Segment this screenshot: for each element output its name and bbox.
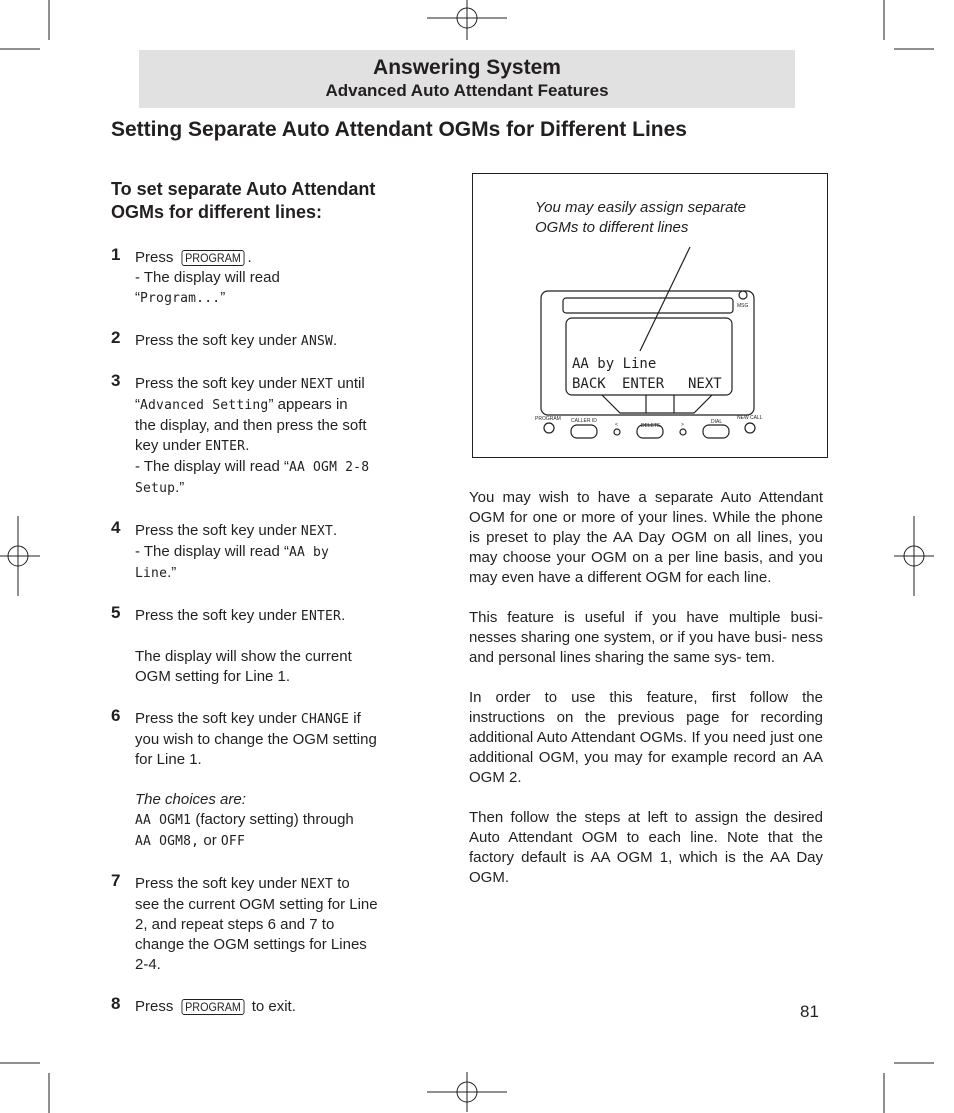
step-7 <box>111 871 411 975</box>
lcd-text: AA OGM 2-8 <box>288 460 370 475</box>
step-text: Press the soft key under <box>135 375 297 392</box>
lcd-text: ENTER <box>205 439 246 454</box>
lcd-text: NEXT <box>300 377 334 392</box>
dial-button <box>703 425 729 438</box>
paragraph: You may wish to have a separate Auto Attendant OGM for one or more of your lines. While the phone is preset to play the AA Day OGM on all lines, you may choose your OGM on a per line basis, and you may even have a different OGM for each line. <box>469 489 823 586</box>
paragraph: In order to use this feature, first follow the instructions on the previous page for recording additional Auto Attendant OGMs. If you need just one additional OGM, you may for example record an AA OGM 2. <box>469 689 823 786</box>
step-number: 1 <box>111 245 121 264</box>
lcd-text: AA OGM1 <box>135 813 192 828</box>
lcd-text: AA by <box>288 545 330 560</box>
caption-line: OGMs to different lines <box>535 219 689 236</box>
punct: “ <box>135 396 140 413</box>
instructions-heading <box>111 178 411 224</box>
step-text: OGM setting for Line 1. <box>135 668 291 685</box>
step-text: (factory setting) through <box>195 811 354 828</box>
step-text: you wish to change the OGM setting <box>135 731 377 748</box>
right-button <box>680 429 686 435</box>
lcd-line-1: AA by Line <box>572 356 657 372</box>
heading-line: To set separate Auto Attendant <box>111 179 376 199</box>
display-slot <box>563 298 733 313</box>
right-arrow-label: > <box>681 422 684 428</box>
delete-label: DELETE <box>641 423 661 429</box>
step-number: 5 <box>111 603 121 622</box>
instructions-column <box>111 178 411 1017</box>
step-3 <box>111 371 411 499</box>
step-number: 4 <box>111 518 121 537</box>
section-title: Answering System <box>373 56 561 79</box>
step-number: 7 <box>111 871 121 890</box>
lcd-text: Setup <box>135 481 176 496</box>
new-call-button <box>745 423 755 433</box>
punct: . <box>333 332 338 349</box>
step-text: if <box>353 710 361 727</box>
left-button <box>614 429 620 435</box>
header-band <box>139 50 795 108</box>
caller-id-label: CALLER ID <box>571 418 597 424</box>
punct: . <box>247 249 252 266</box>
step-number: 6 <box>111 706 121 725</box>
step-5 <box>111 603 411 687</box>
caption-line: You may easily assign separate <box>535 199 746 216</box>
lcd-text: OFF <box>220 834 245 849</box>
step-number: 8 <box>111 994 121 1013</box>
step-number: 3 <box>111 371 121 390</box>
section-subtitle: Advanced Auto Attendant Features <box>325 81 609 100</box>
lcd-softkey-next: NEXT <box>688 376 722 392</box>
step-text: 2, and repeat steps 6 and 7 to <box>135 916 335 933</box>
paragraph: This feature is useful if you have multiple busi- nesses sharing one system, or if you have busi- ness and personal lines sharing the same sys- tem. <box>469 609 823 666</box>
left-arrow-label: < <box>615 422 618 428</box>
punct: .” <box>167 564 177 581</box>
callout-pointer <box>640 247 690 351</box>
punct: . <box>341 607 346 624</box>
step-text: - The display will read “ <box>135 543 289 560</box>
step-text: to exit. <box>251 998 296 1015</box>
paragraph: Then follow the steps at left to assign the desired Auto Attendant OGM to each line. Note that the factory default is AA OGM 1, which is the AA Day OGM. <box>469 809 823 886</box>
phone-panel <box>541 291 754 415</box>
heading-line: OGMs for different lines: <box>111 202 323 222</box>
step-text: Press the soft key under <box>135 875 297 892</box>
step-text: The display will show the current <box>135 648 352 665</box>
step-text: change the OGM settings for Lines <box>135 936 367 953</box>
step-text: - The display will read <box>135 269 280 286</box>
msg-label: MSG <box>737 303 749 309</box>
step-text: see the current OGM setting for Line <box>135 896 378 913</box>
step-text: to <box>337 875 350 892</box>
lcd-text: Advanced Setting <box>140 398 269 413</box>
step-text: Press <box>135 998 174 1015</box>
punct: “ <box>135 289 140 306</box>
dial-label: DIAL <box>711 419 723 425</box>
soft-key-middle <box>646 395 674 413</box>
soft-key-right <box>674 395 712 413</box>
program-key: PROGRAM <box>181 999 244 1015</box>
lcd-softkey-back: BACK <box>572 376 606 392</box>
punct: . <box>333 522 338 539</box>
page-number: 81 <box>800 1002 819 1021</box>
step-8 <box>111 994 411 1017</box>
soft-key-left <box>602 395 646 413</box>
lcd-text: Program... <box>140 291 221 306</box>
lcd-text: NEXT <box>300 877 334 892</box>
step-text: for Line 1. <box>135 751 202 768</box>
step-text: or <box>203 832 217 849</box>
step-text: Press the soft key under <box>135 332 297 349</box>
lcd-text: Line <box>135 566 168 581</box>
step-text: ” appears in <box>268 396 348 413</box>
step-text: Press <box>135 249 174 266</box>
step-text: the display, and then press the soft <box>135 417 367 434</box>
punct: ” <box>220 289 226 306</box>
choices-label: The choices are: <box>135 791 246 808</box>
program-label: PROGRAM <box>535 416 561 422</box>
caller-id-button <box>571 425 597 438</box>
punct: . <box>245 437 250 454</box>
step-text: - The display will read “ <box>135 458 289 475</box>
body-text-column <box>469 488 823 908</box>
lcd-text: ENTER <box>300 609 342 624</box>
lcd-text: ANSW <box>300 334 334 349</box>
phone-display-illustration <box>472 173 828 458</box>
step-text: Press the soft key under <box>135 607 297 624</box>
step-text: key under <box>135 437 201 454</box>
lcd-text: CHANGE <box>300 712 350 727</box>
new-call-label: NEW CALL <box>737 415 763 421</box>
program-key: PROGRAM <box>181 250 244 266</box>
step-text: Press the soft key under <box>135 710 297 727</box>
lcd-text: AA OGM8, <box>135 834 200 849</box>
step-text: 2-4. <box>135 956 161 973</box>
step-4 <box>111 518 411 584</box>
step-number: 2 <box>111 328 121 347</box>
msg-light <box>739 291 747 299</box>
step-1 <box>111 245 411 309</box>
page-title: Setting Separate Auto Attendant OGMs for Different Lines <box>111 118 687 141</box>
program-button <box>544 423 554 433</box>
punct: .” <box>175 479 185 496</box>
step-2 <box>111 328 411 352</box>
step-text: Press the soft key under <box>135 522 297 539</box>
step-text: until <box>337 375 365 392</box>
lcd-text: NEXT <box>300 524 334 539</box>
step-6 <box>111 706 411 852</box>
lcd-softkey-enter: ENTER <box>622 376 665 392</box>
